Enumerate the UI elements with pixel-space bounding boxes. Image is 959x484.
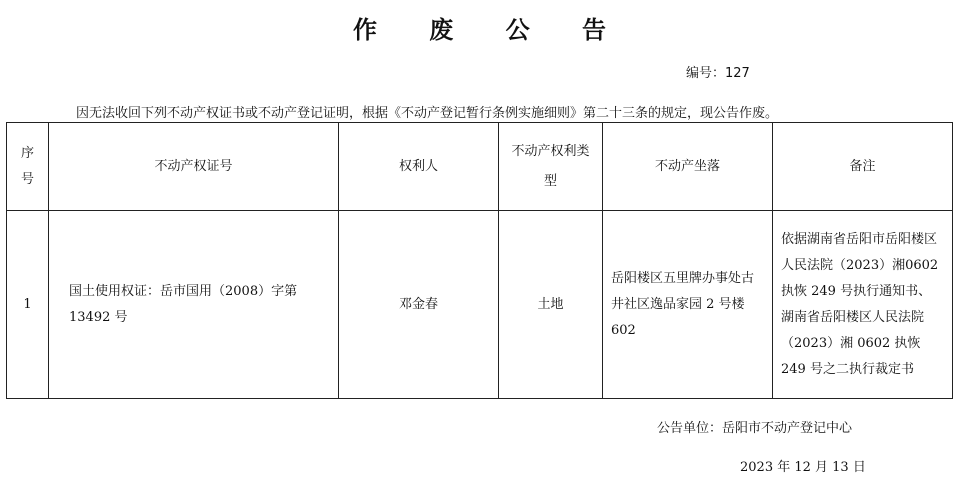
notice-title: 作 废 公 告 <box>352 16 629 44</box>
cell-location: 岳阳楼区五里牌办事处古井社区逸品家园 2 号楼 602 <box>603 211 773 399</box>
cell-holder: 邓金春 <box>339 211 499 399</box>
header-holder: 权利人 <box>339 123 499 211</box>
header-right-type: 不动产权利类型 <box>499 123 603 211</box>
table-row <box>7 211 953 399</box>
notice-intro: 因无法收回下列不动产权证书或不动产登记证明，根据《不动产登记暂行条例实施细则》第二十三条的规定，现公告作废。 <box>76 106 779 121</box>
cell-seq: 1 <box>7 211 49 399</box>
header-cert-no: 不动产权证号 <box>49 123 339 211</box>
cert-no-text: 国土使用权证：岳市国用（2008）字第13492 号 <box>69 283 298 325</box>
cell-remarks: 依据湖南省岳阳市岳阳楼区人民法院（2023）湘0602 执恢 249 号执行通知书、湖南省岳阳楼区人民法院（2023）湘 0602 执恢 249 号之二执行裁定书 <box>773 211 953 399</box>
header-location: 不动产坐落 <box>603 123 773 211</box>
table-header-row <box>7 123 953 211</box>
header-seq: 序号 <box>7 123 49 211</box>
header-remarks: 备注 <box>773 123 953 211</box>
cell-cert-no <box>49 211 339 399</box>
cell-right-type: 土地 <box>499 211 603 399</box>
issuing-unit: 公告单位：岳阳市不动产登记中心 <box>657 421 853 436</box>
document-number: 编号：127 <box>686 66 750 81</box>
voided-certificates-table <box>6 122 953 399</box>
notice-date: 2023 年 12 月 13 日 <box>740 460 866 475</box>
